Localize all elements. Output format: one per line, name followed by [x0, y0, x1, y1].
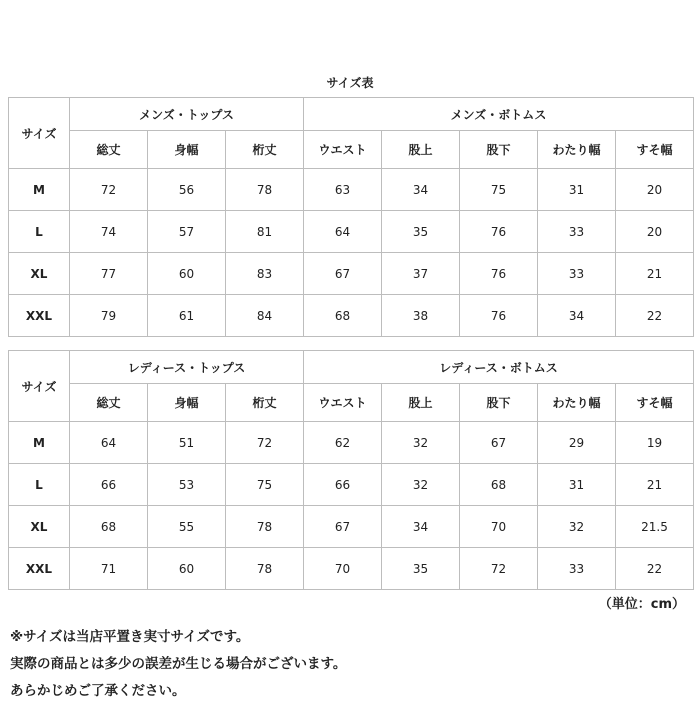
value-cell: 21.5 — [616, 506, 694, 548]
value-cell: 83 — [226, 253, 304, 295]
value-cell: 66 — [304, 464, 382, 506]
value-cell: 67 — [460, 422, 538, 464]
value-cell: 21 — [616, 253, 694, 295]
value-cell: 34 — [538, 295, 616, 337]
value-cell: 72 — [460, 548, 538, 590]
value-cell: 34 — [382, 506, 460, 548]
value-cell: 79 — [70, 295, 148, 337]
table-row — [9, 464, 694, 506]
value-cell: 81 — [226, 211, 304, 253]
size-cell: XXL — [9, 548, 70, 590]
column-header: 桁丈 — [226, 384, 304, 422]
column-header: ウエスト — [304, 384, 382, 422]
table-row — [9, 169, 694, 211]
value-cell: 51 — [148, 422, 226, 464]
note-line: 実際の商品とは多少の誤差が生じる場合がございます。 — [10, 656, 347, 672]
value-cell: 34 — [382, 169, 460, 211]
value-cell: 35 — [382, 211, 460, 253]
column-header: 股下 — [460, 384, 538, 422]
column-header: 総丈 — [70, 131, 148, 169]
value-cell: 84 — [226, 295, 304, 337]
value-cell: 22 — [616, 295, 694, 337]
table-row — [9, 295, 694, 337]
value-cell: 78 — [226, 548, 304, 590]
value-cell: 38 — [382, 295, 460, 337]
value-cell: 72 — [70, 169, 148, 211]
value-cell: 78 — [226, 169, 304, 211]
value-cell: 55 — [148, 506, 226, 548]
value-cell: 70 — [304, 548, 382, 590]
value-cell: 64 — [70, 422, 148, 464]
value-cell: 32 — [382, 422, 460, 464]
ladies-size-table — [8, 350, 694, 590]
column-header: 股上 — [382, 384, 460, 422]
unit-note: （単位：cm） — [598, 597, 685, 612]
size-header: サイズ — [9, 351, 70, 422]
value-cell: 56 — [148, 169, 226, 211]
value-cell: 76 — [460, 211, 538, 253]
value-cell: 60 — [148, 548, 226, 590]
value-cell: 19 — [616, 422, 694, 464]
column-header: わたり幅 — [538, 384, 616, 422]
note-line: あらかじめご了承ください。 — [10, 683, 186, 699]
value-cell: 31 — [538, 169, 616, 211]
column-header: わたり幅 — [538, 131, 616, 169]
tops-group-header: メンズ・トップス — [70, 98, 304, 131]
value-cell: 62 — [304, 422, 382, 464]
value-cell: 33 — [538, 211, 616, 253]
value-cell: 37 — [382, 253, 460, 295]
value-cell: 53 — [148, 464, 226, 506]
value-cell: 67 — [304, 253, 382, 295]
column-header: すそ幅 — [616, 384, 694, 422]
value-cell: 31 — [538, 464, 616, 506]
table-row — [9, 253, 694, 295]
column-header: 桁丈 — [226, 131, 304, 169]
value-cell: 33 — [538, 548, 616, 590]
value-cell: 76 — [460, 295, 538, 337]
value-cell: 32 — [382, 464, 460, 506]
tops-group-header: レディース・トップス — [70, 351, 304, 384]
value-cell: 21 — [616, 464, 694, 506]
note-line: ※サイズは当店平置き実寸サイズです。 — [10, 629, 250, 645]
table-row — [9, 548, 694, 590]
value-cell: 76 — [460, 253, 538, 295]
value-cell: 68 — [70, 506, 148, 548]
value-cell: 61 — [148, 295, 226, 337]
size-cell: XXL — [9, 295, 70, 337]
bottoms-group-header: メンズ・ボトムス — [304, 98, 694, 131]
value-cell: 74 — [70, 211, 148, 253]
value-cell: 64 — [304, 211, 382, 253]
value-cell: 71 — [70, 548, 148, 590]
bottoms-group-header: レディース・ボトムス — [304, 351, 694, 384]
size-cell: XL — [9, 253, 70, 295]
size-cell: XL — [9, 506, 70, 548]
value-cell: 77 — [70, 253, 148, 295]
value-cell: 67 — [304, 506, 382, 548]
column-header: ウエスト — [304, 131, 382, 169]
notes — [10, 624, 700, 705]
column-header: 総丈 — [70, 384, 148, 422]
column-header: 身幅 — [148, 384, 226, 422]
size-cell: M — [9, 169, 70, 211]
table-row — [9, 506, 694, 548]
value-cell: 20 — [616, 211, 694, 253]
value-cell: 20 — [616, 169, 694, 211]
value-cell: 75 — [226, 464, 304, 506]
value-cell: 32 — [538, 506, 616, 548]
page-title: サイズ表 — [326, 76, 374, 90]
value-cell: 68 — [304, 295, 382, 337]
column-header: 股下 — [460, 131, 538, 169]
column-header: すそ幅 — [616, 131, 694, 169]
value-cell: 78 — [226, 506, 304, 548]
value-cell: 57 — [148, 211, 226, 253]
value-cell: 66 — [70, 464, 148, 506]
mens-size-table — [8, 97, 694, 337]
value-cell: 35 — [382, 548, 460, 590]
value-cell: 63 — [304, 169, 382, 211]
value-cell: 72 — [226, 422, 304, 464]
column-header: 股上 — [382, 131, 460, 169]
size-header: サイズ — [9, 98, 70, 169]
size-cell: L — [9, 464, 70, 506]
value-cell: 22 — [616, 548, 694, 590]
value-cell: 70 — [460, 506, 538, 548]
value-cell: 33 — [538, 253, 616, 295]
size-cell: M — [9, 422, 70, 464]
table-row — [9, 211, 694, 253]
value-cell: 68 — [460, 464, 538, 506]
value-cell: 75 — [460, 169, 538, 211]
value-cell: 60 — [148, 253, 226, 295]
value-cell: 29 — [538, 422, 616, 464]
size-cell: L — [9, 211, 70, 253]
table-row — [9, 422, 694, 464]
column-header: 身幅 — [148, 131, 226, 169]
